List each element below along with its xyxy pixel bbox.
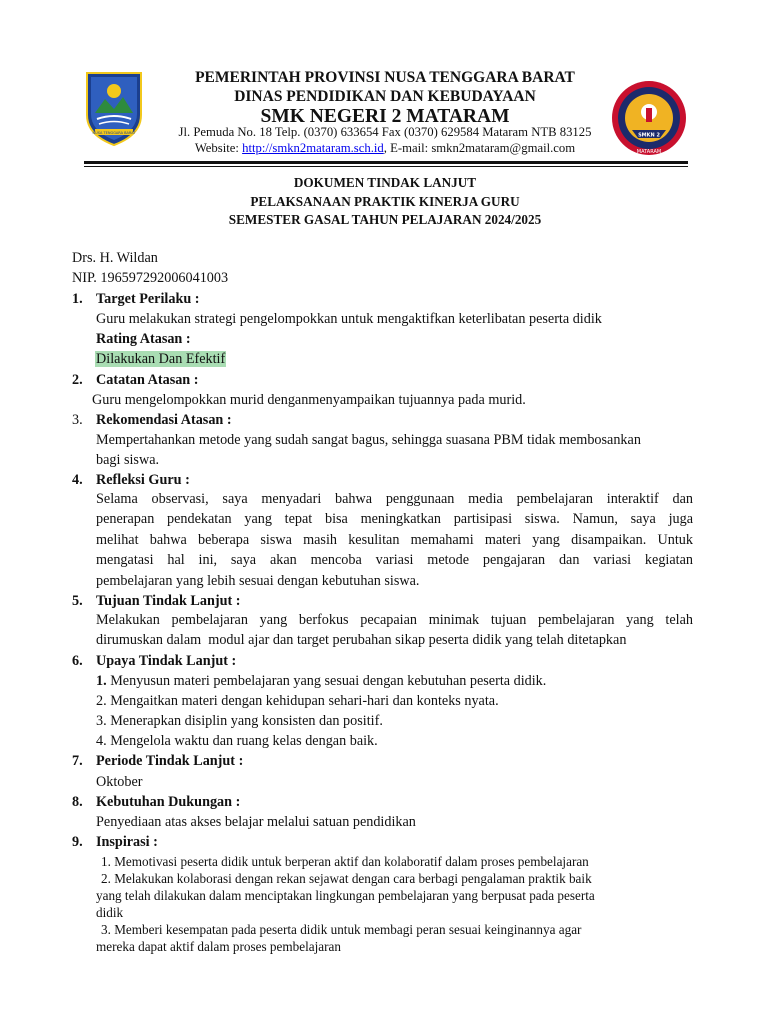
rating-label: Rating Atasan : (96, 331, 191, 347)
section-9-item-3-line-2: mereka dapat aktif dalam proses pembelajaran (96, 939, 341, 954)
right-logo-ring-text: MATARAM (636, 149, 662, 155)
section-5-line-1: Melakukan pembelajaran yang berfokus pecapaian minimak tujuan pembelajaran yang telah (96, 612, 693, 628)
section-3-text-line-2: bagi siswa. (96, 452, 160, 468)
section-8-label: Kebutuhan Dukungan : (96, 794, 241, 810)
section-9-item-1: 1. Memotivasi peserta didik untuk berperan aktif dan kolaboratif dalam proses pembelajaran (101, 854, 589, 869)
section-6-item-1-text: Menyusun materi pembelajaran yang sesuai dengan kebutuhan peserta didik. (106, 673, 547, 689)
section-1-number: 1. (72, 291, 83, 307)
section-4-line-2: penerapan pendekatan yang tepat bisa meningkatkan partisipasi siswa. Namun, saya juga (96, 511, 693, 528)
section-5-paragraph (96, 610, 693, 651)
teacher-name: Drs. H. Wildan (72, 250, 158, 266)
section-2-label: Catatan Atasan : (96, 372, 199, 388)
section-4-line-3: melihat bahwa beberapa siswa masih kesulitan memahami materi yang disampaikan. Untuk (96, 531, 693, 548)
section-9-item-3-line-1: 3. Memberi kesempatan pada peserta didik untuk membagi peran sesuai keinginannya agar (101, 922, 582, 937)
left-logo-text: NUSA TENGGARA BARAT (92, 131, 136, 135)
section-9-item-2-line-3: didik (96, 905, 124, 920)
section-4-number: 4. (72, 472, 83, 488)
header-school-name: SMK NEGERI 2 MATARAM (260, 106, 510, 127)
website-link[interactable]: http://smkn2mataram.sch.id (242, 141, 384, 155)
header-contact (150, 141, 620, 156)
section-9-item-2-line-2: yang telah dilakukan dalam menciptakan lingkungan pembelajaran yang berpusat pada peserta (96, 888, 595, 903)
section-6-item-1-number: 1. (96, 673, 107, 689)
section-9-item-2-line-1: 2. Melakukan kolaborasi dengan rekan sejawat dengan cara berbagi pengalaman praktik baik (101, 871, 592, 886)
doc-title-line-1: DOKUMEN TINDAK LANJUT (293, 175, 477, 190)
header-line-2: DINAS PENDIDIKAN DAN KEBUDAYAAN (234, 88, 536, 105)
smkn2-school-logo-icon (610, 78, 688, 158)
doc-title-line-3: SEMESTER GASAL TAHUN PELAJARAN 2024/2025 (228, 212, 542, 227)
header-divider-thick (84, 161, 688, 164)
section-6-label: Upaya Tindak Lanjut : (96, 653, 237, 669)
section-3-label: Rekomendasi Atasan : (96, 412, 232, 428)
ntb-province-emblem-icon (83, 69, 145, 147)
section-2-number: 2. (72, 372, 83, 388)
section-4-paragraph (96, 489, 693, 591)
section-9-label: Inspirasi : (96, 834, 158, 850)
section-1-label: Target Perilaku : (96, 291, 200, 307)
section-4-label: Refleksi Guru : (96, 472, 190, 488)
section-9-number: 9. (72, 834, 83, 850)
section-7-text: Oktober (96, 774, 143, 790)
section-4-line-5: pembelajaran yang lebih sesuai dengan kebutuhan siswa. (96, 572, 420, 589)
section-6-number: 6. (72, 653, 83, 669)
section-4-line-4: mengatasi hal ini, saya akan mencoba variasi metode pengajaran dan variasi kegiatan (96, 552, 693, 569)
section-6-item-1 (96, 672, 546, 690)
section-3-text-line-1: Mempertahankan metode yang sudah sangat bagus, sehingga suasana PBM tidak membosankan (96, 432, 641, 448)
header-divider-thin (84, 166, 688, 167)
section-5-line-2: dirumuskan dalam modul ajar dan target perubahan sikap peserta didik yang telah ditetapkan (96, 632, 627, 649)
section-8-number: 8. (72, 794, 83, 810)
section-7-label: Periode Tindak Lanjut : (96, 753, 244, 769)
section-6-item-4: 4. Mengelola waktu dan ruang kelas dengan baik. (96, 733, 378, 749)
header-line-1: PEMERINTAH PROVINSI NUSA TENGGARA BARAT (195, 69, 575, 86)
rating-value-highlight: Dilakukan Dan Efektif (96, 351, 226, 367)
section-2-text: Guru mengelompokkan murid denganmenyampaikan tujuannya pada murid. (92, 392, 526, 408)
section-6-item-2: 2. Mengaitkan materi dengan kehidupan sehari-hari dan konteks nyata. (96, 693, 499, 709)
section-1-text: Guru melakukan strategi pengelompokkan untuk mengaktifkan keterlibatan peserta didik (96, 311, 602, 327)
doc-title-line-2: PELAKSANAAN PRAKTIK KINERJA GURU (250, 194, 520, 209)
section-5-label: Tujuan Tindak Lanjut : (96, 593, 241, 609)
section-6-item-3: 3. Menerapkan disiplin yang konsisten dan positif. (96, 713, 383, 729)
header-address: Jl. Pemuda No. 18 Telp. (0370) 633654 Fax (0370) 629584 Mataram NTB 83125 (178, 125, 592, 139)
section-7-number: 7. (72, 753, 83, 769)
email-text: , E-mail: smkn2mataram@gmail.com (383, 141, 576, 155)
section-5-number: 5. (72, 593, 83, 609)
section-4-line-1: Selama observasi, saya menyadari bahwa penggunaan media pembelajaran interaktif dan (96, 491, 693, 507)
website-prefix: Website: (194, 141, 243, 155)
section-8-text: Penyediaan atas akses belajar melalui satuan pendidikan (96, 814, 416, 830)
section-3-number: 3. (72, 412, 83, 428)
teacher-nip: NIP. 196597292006041003 (72, 270, 229, 286)
right-logo-text: SMKN 2 (638, 132, 660, 139)
